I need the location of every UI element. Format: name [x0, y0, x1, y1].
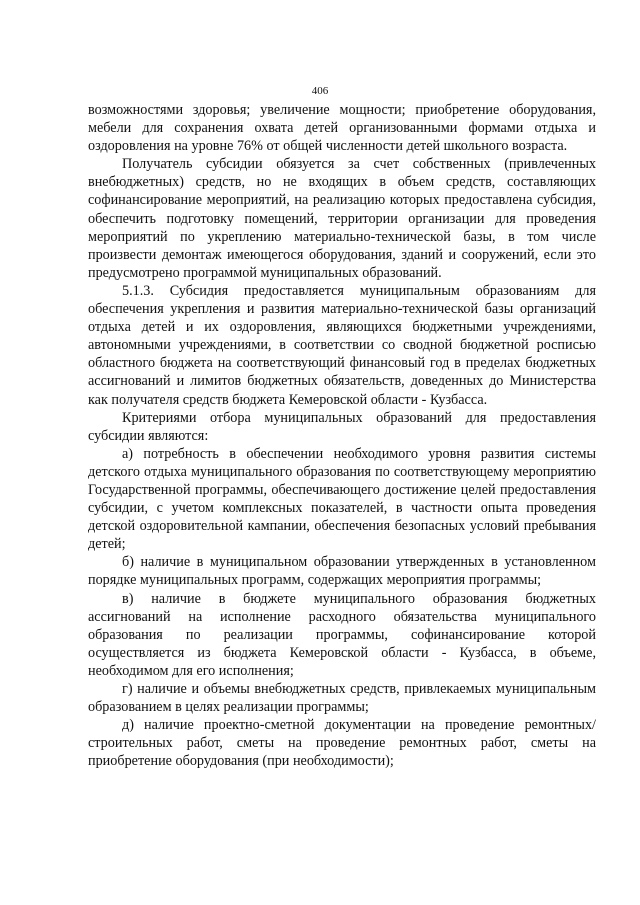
paragraph-criterion-d: д) наличие проектно-сметной документации на проведение ремонтных/строительных работ, сметы на проведение ремонтных работ, сметы на приобретение оборудования (при необходимости);: [88, 717, 596, 770]
paragraph-4: Критериями отбора муниципальных образований для предоставления субсидии являются:: [88, 409, 596, 444]
page-number: 406: [311, 85, 329, 97]
paragraph-3: 5.1.3. Субсидия предоставляется муниципальным образованиям для обеспечения укрепления и развития материально-технической базы организаций отдыха детей и их оздоровления, являющихся бюджетными учреждениями, автономными учреждениями, в соответствии со сводной бюджетной росписью областного бюджета на соответствующий финансовый год в пределах бюджетных ассигнований и лимитов бюджетных обязательств, доведенных до Министерства как получателя средств бюджета Кемеровской области - Кузбасса.: [88, 282, 596, 408]
paragraph-criterion-v: в) наличие в бюджете муниципального образования бюджетных ассигнований на исполнение расходного обязательства муниципального образования по реализации программы, софинансирование которой осуществляется из бюджета Кемеровской области - Кузбасса, в объеме, необходимом для его исполнения;: [88, 590, 596, 679]
paragraph-1: возможностями здоровья; увеличение мощности; приобретение оборудования, мебели для сохранения охвата детей организованными формами отдыха и оздоровления на уровне 76% от общей численности детей школьного возраста.: [88, 102, 596, 155]
document-body: [88, 101, 596, 770]
paragraph-criterion-a: а) потребность в обеспечении необходимого уровня развития системы детского отдыха муниципального образования по соответствующему мероприятию Государственной программы, обеспечивающего достижение целей предоставления субсидии, с учетом комплексных показателей, в частности опыта проведения детской оздоровительной кампании, обеспечения безопасных условий пребывания детей;: [88, 445, 596, 553]
paragraph-criterion-g: г) наличие и объемы внебюджетных средств, привлекаемых муниципальным образованием в целях реализации программы;: [88, 681, 596, 716]
paragraph-2: Получатель субсидии обязуется за счет собственных (привлеченных внебюджетных) средств, но не входящих в объем средств, составляющих софинансирование мероприятий, на реализацию которых предоставлена субсидия, обеспечить подготовку помещений, территории организации для проведения мероприятий по укреплению материально-технической базы, в том числе произвести демонтаж имеющегося оборудования, зданий и сооружений, если это предусмотрено программой муниципальных образований.: [88, 156, 596, 281]
paragraph-criterion-b: б) наличие в муниципальном образовании утвержденных в установленном порядке муниципальных программ, содержащих мероприятия программы;: [88, 554, 596, 589]
